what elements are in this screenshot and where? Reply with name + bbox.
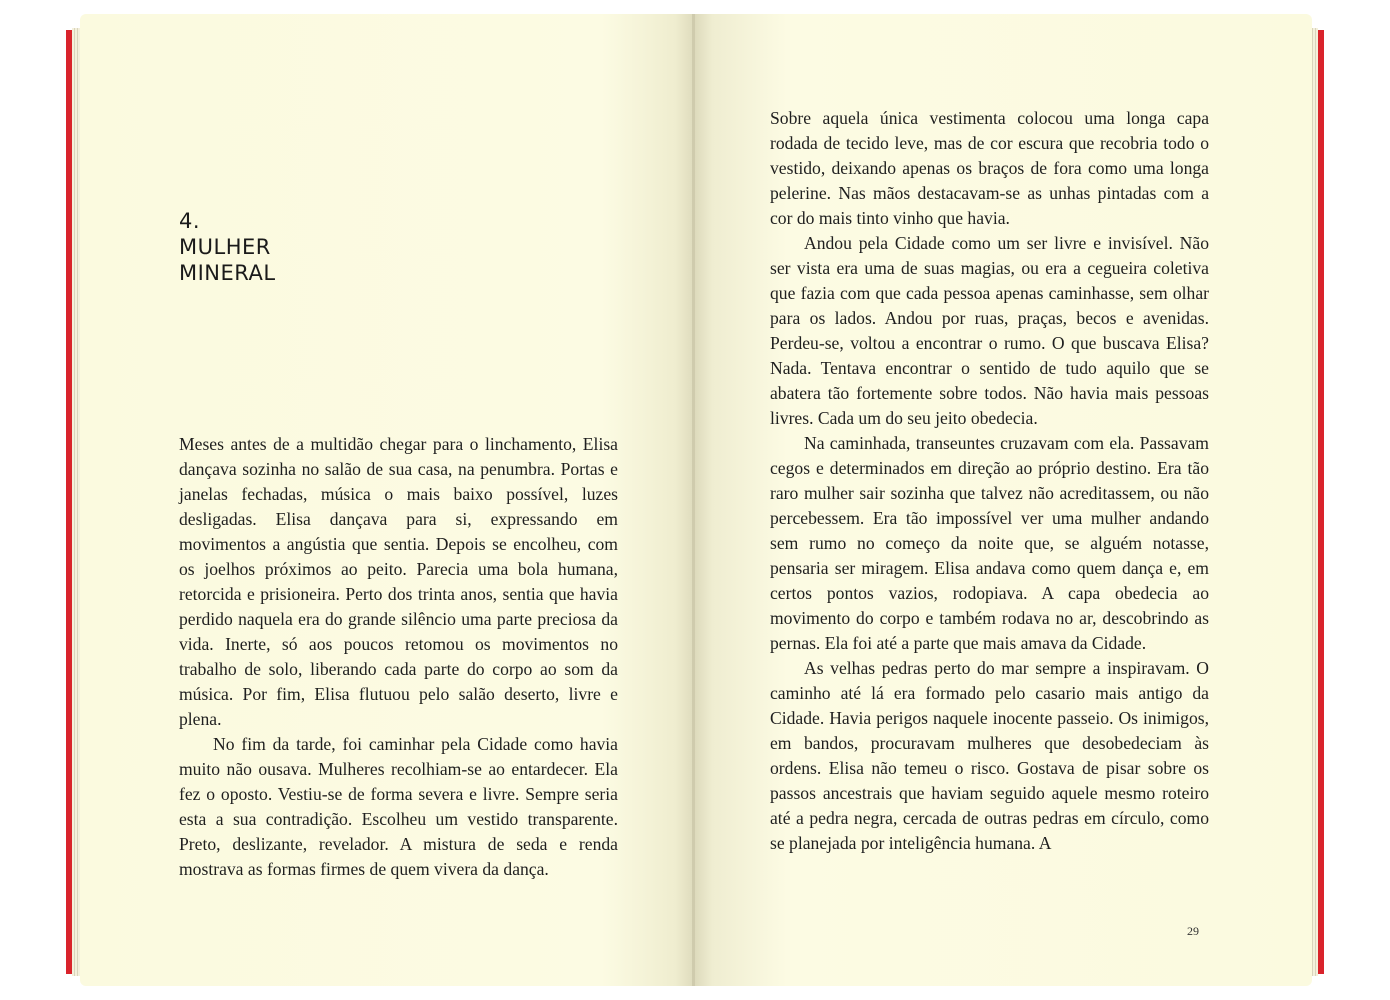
- chapter-number: 4.: [179, 209, 201, 233]
- paragraph: Andou pela Cidade como um ser livre e invisível. Não ser vista era uma de suas magias, ou era a cegueira coletiva que fazia com que cada pessoa apenas caminhasse, sem olhar para os lados. Andou por ruas, praças, becos e avenidas. Perdeu-se, voltou a encontrar o rumo. O que buscava Elisa? Nada. Tentava encontrar o sentido de tudo aquilo que se abatera tão fortemente sobre todos. Não havia mais pessoas livres. Cada um do seu jeito obedecia.: [770, 233, 1209, 428]
- left-page-text: [179, 432, 618, 882]
- page-number: 29: [1187, 924, 1199, 938]
- chapter-heading: [179, 208, 276, 286]
- chapter-title-line2: MINERAL: [179, 261, 276, 285]
- right-page-edge: [1318, 30, 1324, 974]
- chapter-title-line1: MULHER: [179, 235, 271, 259]
- paragraph: As velhas pedras perto do mar sempre a inspiravam. O caminho até lá era formado pelo casario mais antigo da Cidade. Havia perigos naquele inocente passeio. Os inimigos, em bandos, procuravam mulheres que desobedeciam às ordens. Elisa não temeu o risco. Gostava de pisar sobre os passos ancestrais que haviam seguido aquele mesmo roteiro até a pedra negra, cercada de outras pedras em círculo, como se planejada por inteligência humana. A: [770, 658, 1209, 853]
- paragraph: Na caminhada, transeuntes cruzavam com ela. Passavam cegos e determinados em direção ao próprio destino. Era tão raro mulher sair sozinha que talvez não acreditassem, ou não percebessem. Era tão impossível ver uma mulher andando sem rumo no começo da noite que, se alguém notasse, pensaria ser miragem. Elisa andava como quem dança e, em certos pontos vazios, rodopiava. A capa obedecia ao movimento do corpo e também rodava no ar, descobrindo as pernas. Ela foi até a parte que mais amava da Cidade.: [770, 433, 1209, 653]
- paragraph: No fim da tarde, foi caminhar pela Cidade como havia muito não ousava. Mulheres recolhiam-se ao entardecer. Ela fez o oposto. Vestiu-se de forma severa e livre. Sempre seria esta a sua contradição. Escolheu um vestido transparente. Preto, deslizante, revelador. A mistura de seda e renda mostrava as formas firmes de quem vivera da dança.: [179, 734, 618, 879]
- paragraph: Sobre aquela única vestimenta colocou uma longa capa rodada de tecido leve, mas de cor escura que recobria todo o vestido, deixando apenas os braços de fora como uma longa pelerine. Nas mãos destacavam-se as unhas pintadas com a cor do mais tinto vinho que havia.: [770, 108, 1209, 228]
- paragraph: Meses antes de a multidão chegar para o linchamento, Elisa dançava sozinha no salão de sua casa, na penumbra. Portas e janelas fechadas, música o mais baixo possível, luzes desligadas. Elisa dançava para si, expressando em movimentos a angústia que sentia. Depois se encolheu, com os joelhos próximos ao peito. Parecia uma bola humana, retorcida e prisioneira. Perto dos trinta anos, sentia que havia perdido naquela era do grande silêncio uma parte preciosa da vida. Inerte, só aos poucos retomou os movimentos no trabalho de solo, liberando cada parte do corpo ao som da música. Por fim, Elisa flutuou pelo salão deserto, livre e plena.: [179, 434, 618, 729]
- book-gutter: [692, 14, 695, 986]
- right-page-text: [770, 106, 1209, 856]
